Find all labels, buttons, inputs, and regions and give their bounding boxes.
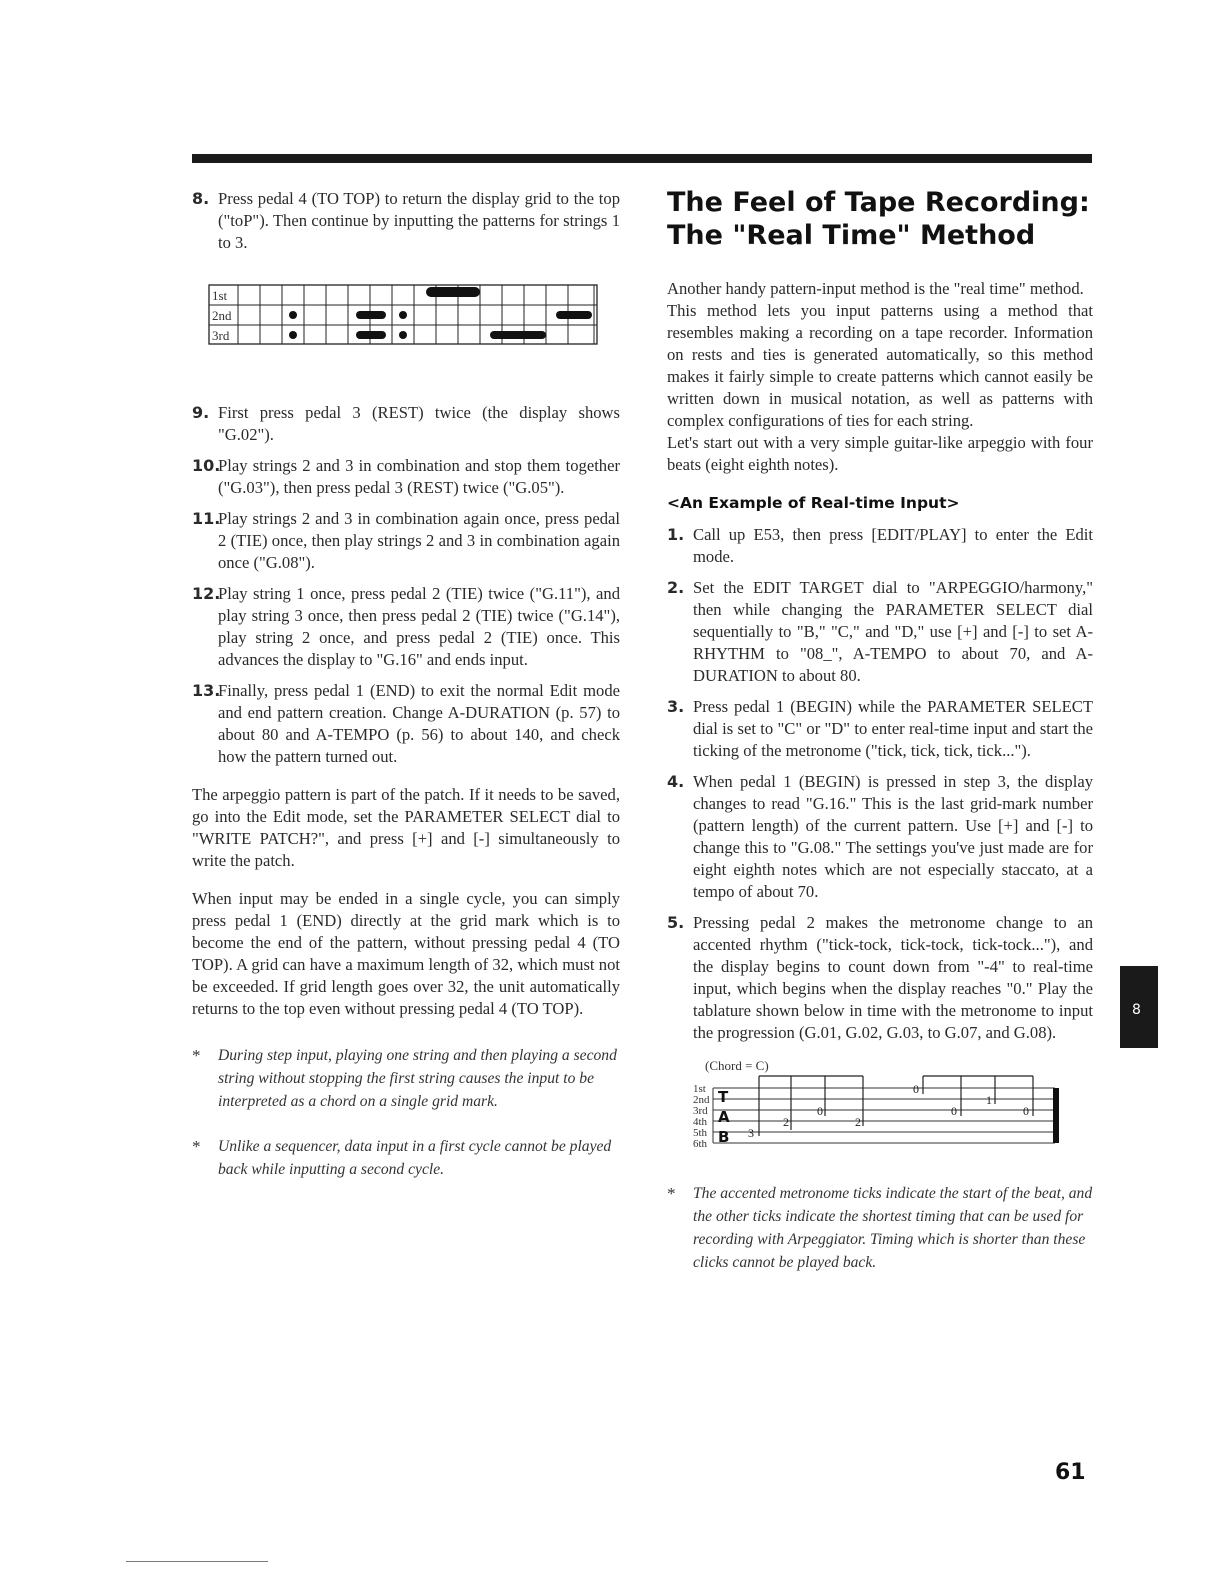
step-11 — [192, 508, 620, 574]
grid-tie-mark — [426, 287, 480, 297]
step-number: 1. — [667, 525, 685, 544]
step-number: 10. — [192, 456, 221, 475]
asterisk-icon: * — [192, 1137, 201, 1156]
grid-label-3rd: 3rd — [212, 328, 230, 343]
section-title-line-2: The "Real Time" Method — [667, 220, 1036, 251]
tablature — [693, 1058, 1093, 1170]
string-label-6th: 6th — [693, 1138, 708, 1150]
method-description: This method lets you input patterns using a method that resembles making a recording on a tape recorder. Information on rests and ties is generated automatically, so this method makes it fairly simple to create patterns which cannot easily be written down in musical notation, as well as patterns with complex configurations of ties for each string. — [667, 301, 1093, 430]
note-text: Unlike a sequencer, data input in a first cycle cannot be played back while inputting a second cycle. — [218, 1138, 612, 1178]
fret-number: 3 — [748, 1126, 754, 1140]
chord-label: (Chord = C) — [705, 1058, 769, 1073]
grid-note-dot — [399, 331, 407, 339]
pattern-grid — [208, 280, 620, 356]
step-10 — [192, 455, 620, 499]
step-9 — [192, 402, 620, 446]
grid-tie-mark — [356, 311, 386, 319]
fret-number: 0 — [1023, 1104, 1029, 1118]
grid-label-2nd: 2nd — [212, 308, 232, 323]
string-label-4th: 4th — [693, 1116, 708, 1128]
grid-label-1st: 1st — [212, 288, 228, 303]
tab-clef-b: B — [718, 1128, 730, 1146]
section-title — [667, 186, 1093, 252]
arpeggio-intro: Let's start out with a very simple guitar-like arpeggio with four beats (eight eighth notes). — [667, 433, 1093, 474]
string-label-2nd: 2nd — [693, 1094, 710, 1106]
right-column — [667, 186, 1093, 1296]
intro-line: Another handy pattern-input method is the "real time" method. — [667, 279, 1084, 298]
grid-note-dot — [289, 331, 297, 339]
rt-step-5 — [667, 912, 1093, 1044]
step-input-note — [192, 1044, 620, 1113]
step-text: When pedal 1 (BEGIN) is pressed in step 3, the display changes to read "G.16." This is the last grid-mark number (pattern length) of the current pattern. Use [+] and [-] to change this to "G.08." The settings you've just made are for eight eighth notes which are not especially staccato, at a tempo of about 70. — [693, 772, 1093, 901]
rt-step-4 — [667, 771, 1093, 903]
grid-note-dot — [289, 311, 297, 319]
note-text: The accented metronome ticks indicate the start of the beat, and the other ticks indicate the shortest timing that can be used for recording with Arpeggiator. Timing which is shorter than these clicks cannot be played back. — [693, 1185, 1093, 1271]
pattern-grid-diagram — [208, 280, 600, 350]
step-number: 3. — [667, 697, 685, 716]
tab-clef-t: T — [718, 1088, 729, 1106]
step-number: 2. — [667, 578, 685, 597]
step-text: Finally, press pedal 1 (END) to exit the normal Edit mode and end pattern creation. Change A-DURATION (p. 57) to about 80 and A-TEMPO (p. 56) to about 140, and check how the pattern turned out. — [218, 681, 620, 766]
sequencer-note — [192, 1135, 620, 1181]
note-text: During step input, playing one string and then playing a second string without stopping the first string causes the input to be interpreted as a chord on a single grid mark. — [218, 1047, 617, 1110]
rt-step-2 — [667, 577, 1093, 687]
grid-tie-mark — [356, 331, 386, 339]
step-number: 12. — [192, 584, 221, 603]
string-label-1st: 1st — [693, 1083, 706, 1095]
fret-number: 0 — [817, 1104, 823, 1118]
header-rule — [192, 154, 1092, 163]
section-title-line-1: The Feel of Tape Recording: — [667, 187, 1090, 218]
step-text: Press pedal 4 (TO TOP) to return the display grid to the top ("toP"). Then continue by inputting the patterns for strings 1 to 3. — [218, 189, 620, 252]
step-number: 13. — [192, 681, 221, 700]
fret-number: 2 — [855, 1115, 861, 1129]
step-text: Set the EDIT TARGET dial to "ARPEGGIO/harmony," then while changing the PARAMETER SELECT dial sequentially to "B," "C," and "D," use [+] and [-] to set A-RHYTHM to "08_", A-TEMPO to about 70, and A-DURATION to about 80. — [693, 578, 1093, 685]
fret-number: 2 — [783, 1115, 789, 1129]
step-text: Play strings 2 and 3 in combination again once, press pedal 2 (TIE) once, then play strings 2 and 3 in combination again once ("G.08"). — [218, 509, 620, 572]
step-text: Call up E53, then press [EDIT/PLAY] to enter the Edit mode. — [693, 525, 1093, 566]
fret-number: 0 — [951, 1104, 957, 1118]
grid-tie-mark — [490, 331, 546, 339]
left-column — [192, 188, 620, 1203]
footer-line — [126, 1561, 268, 1562]
chapter-number: 8 — [1132, 1002, 1141, 1018]
step-number: 8. — [192, 189, 210, 208]
grid-note-dot — [399, 311, 407, 319]
grid-tie-mark — [556, 311, 592, 319]
step-text: Press pedal 1 (BEGIN) while the PARAMETER SELECT dial is set to "C" or "D" to enter real-time input and start the ticking of the metronome ("tick, tick, tick, tick..."). — [693, 697, 1093, 760]
rt-step-3 — [667, 696, 1093, 762]
chapter-tab — [1120, 966, 1158, 1048]
step-text: Play strings 2 and 3 in combination and stop them together ("G.03"), then press pedal 3 (REST) twice ("G.05"). — [218, 456, 620, 497]
step-number: 5. — [667, 913, 685, 932]
fret-number: 1 — [986, 1093, 992, 1107]
page-number: 61 — [1055, 1460, 1086, 1485]
step-number: 11. — [192, 509, 221, 528]
single-cycle-paragraph: When input may be ended in a single cycle, you can simply press pedal 1 (END) directly at the grid mark which is to become the end of the pattern, without pressing pedal 4 (TO TOP). A grid can have a maximum length of 32, which must not be exceeded. If grid length goes over 32, the unit automatically returns to the top even without pressing pedal 4 (TO TOP). — [192, 889, 620, 1018]
string-label-5th: 5th — [693, 1127, 708, 1139]
step-number: 9. — [192, 403, 210, 422]
example-subheading: <An Example of Real-time Input> — [667, 494, 960, 512]
rt-step-1 — [667, 524, 1093, 568]
save-patch-paragraph: The arpeggio pattern is part of the patch. If it needs to be saved, go into the Edit mode, set the PARAMETER SELECT dial to "WRITE PATCH?", and press [+] and [-] simultaneously to write the patch. — [192, 785, 620, 870]
asterisk-icon: * — [667, 1184, 676, 1203]
tablature-diagram — [693, 1058, 1073, 1164]
metronome-note — [667, 1182, 1093, 1274]
intro-paragraph — [667, 278, 1093, 476]
step-12 — [192, 583, 620, 671]
tab-clef-a: A — [718, 1108, 730, 1126]
fret-number: 0 — [913, 1082, 919, 1096]
step-13 — [192, 680, 620, 768]
step-8 — [192, 188, 620, 254]
step-text: Play string 1 once, press pedal 2 (TIE) twice ("G.11"), and play string 3 once, then press pedal 2 (TIE) twice ("G.14"), play string 2 once, and press pedal 2 (TIE) once. This advances the display to "G.16" and ends input. — [218, 584, 620, 669]
asterisk-icon: * — [192, 1046, 201, 1065]
step-text: Pressing pedal 2 makes the metronome change to an accented rhythm ("tick-tock, tick-tock, tick-tock..."), and the display begins to count down from "-4" to real-time input, which begins when the display reaches "0." Play the tablature shown below in time with the metronome to input the progression (G.01, G.02, G.03, to G.07, and G.08). — [693, 913, 1093, 1042]
string-label-3rd: 3rd — [693, 1105, 708, 1117]
step-number: 4. — [667, 772, 685, 791]
step-text: First press pedal 3 (REST) twice (the display shows "G.02"). — [218, 403, 620, 444]
